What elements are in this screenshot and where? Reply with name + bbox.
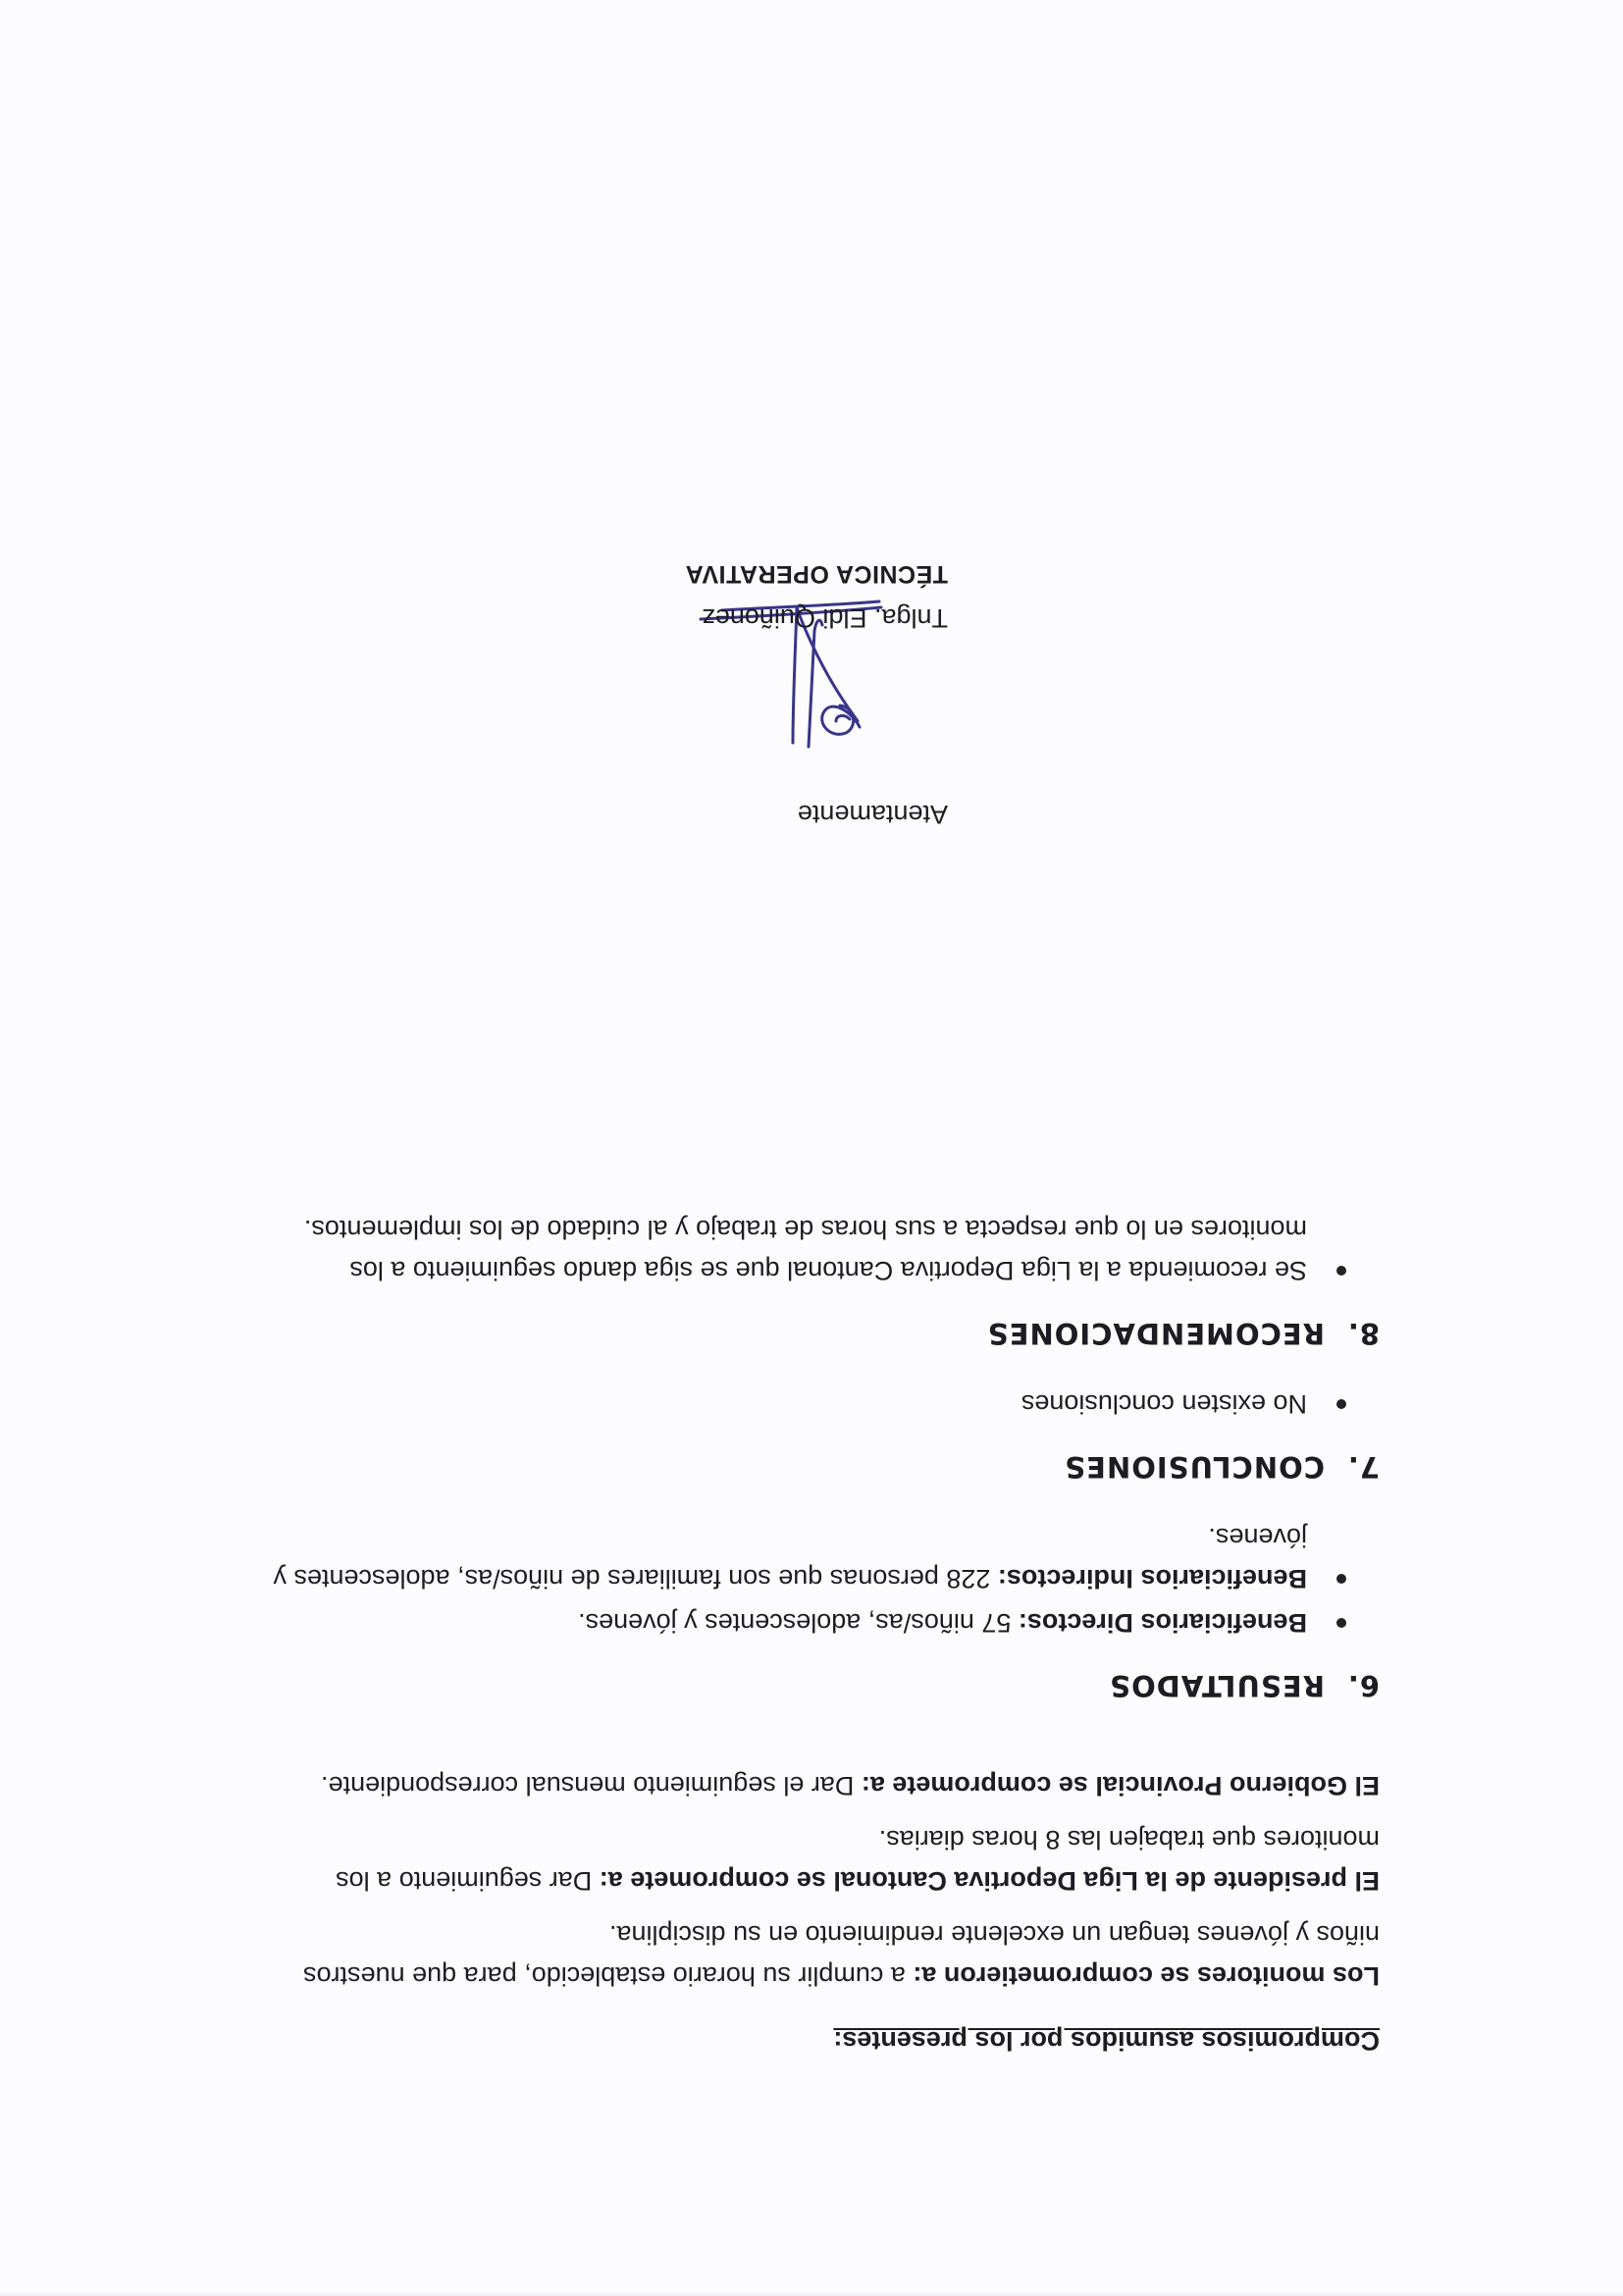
- compromiso-presidente-text: Dar seguimiento a los monitores que trabajen las 8 horas diarias.: [336, 1825, 1380, 1896]
- compromisos-heading: Compromisos asumidos por los presentes:: [833, 2026, 1380, 2056]
- signatory-name: Tnlga. Eldi Quiñonez: [702, 603, 948, 633]
- signatory-role: TÉCNICA OPERATIVA: [685, 560, 948, 588]
- beneficiarios-directos-label: Beneficiarios Directos:: [1018, 1608, 1307, 1638]
- document-body: [241, 1206, 1380, 2061]
- spacer: [241, 1736, 1380, 1752]
- conclusiones-list: [241, 1383, 1380, 1425]
- compromiso-gobierno-text: Dar el seguimiento mensual correspondiente.: [321, 1771, 862, 1800]
- compromiso-gobierno-label: El Gobierno Provincial se compromete a:: [861, 1771, 1380, 1800]
- section-title-text: RESULTADOS: [1109, 1669, 1325, 1702]
- compromiso-gobierno: [241, 1765, 1380, 1806]
- beneficiarios-directos-text: 57 niños/as, adolescentes y jóvenes.: [578, 1608, 1019, 1638]
- section-number: 7.: [1346, 1450, 1380, 1484]
- section-number: 8.: [1346, 1317, 1380, 1350]
- section-title-resultados: [241, 1665, 1380, 1706]
- section-title-text: RECOMENDACIONES: [986, 1317, 1325, 1350]
- list-item: No existen conclusiones: [241, 1383, 1307, 1425]
- compromiso-monitores-label: Los monitores se comprometieron a:: [913, 1961, 1380, 1991]
- closing-salutation: Atentamente: [797, 800, 948, 829]
- section-title-text: CONCLUSIONES: [1064, 1450, 1325, 1484]
- beneficiarios-indirectos-text: 228 personas que son familiares de niños/as, adolescentes y jóvenes.: [273, 1523, 1307, 1593]
- recomendaciones-list: [241, 1209, 1380, 1291]
- list-item: [241, 1602, 1307, 1644]
- beneficiarios-indirectos-label: Beneficiarios Indirectos:: [997, 1564, 1307, 1593]
- compromiso-monitores-text: a cumplir su horario establecido, para que nuestros niños y jóvenes tengan un excelente rendimiento en su disciplina.: [303, 1920, 1380, 1991]
- section-number: 6.: [1346, 1669, 1380, 1702]
- compromiso-presidente-label: El presidente de la Liga Deportiva Cantonal se compromete a:: [599, 1866, 1380, 1896]
- compromiso-monitores: [241, 1914, 1380, 1997]
- compromiso-presidente: [241, 1819, 1380, 1902]
- section-title-conclusiones: [241, 1446, 1380, 1487]
- list-item: [241, 1517, 1307, 1599]
- resultados-list: [241, 1517, 1380, 1644]
- list-item: Se recomienda a la Liga Deportiva Cantonal que se siga dando seguimiento a los monitores en lo que respecta a sus horas de trabajo y al cuidado de los implementos.: [241, 1209, 1307, 1291]
- section-title-recomendaciones: [241, 1313, 1380, 1354]
